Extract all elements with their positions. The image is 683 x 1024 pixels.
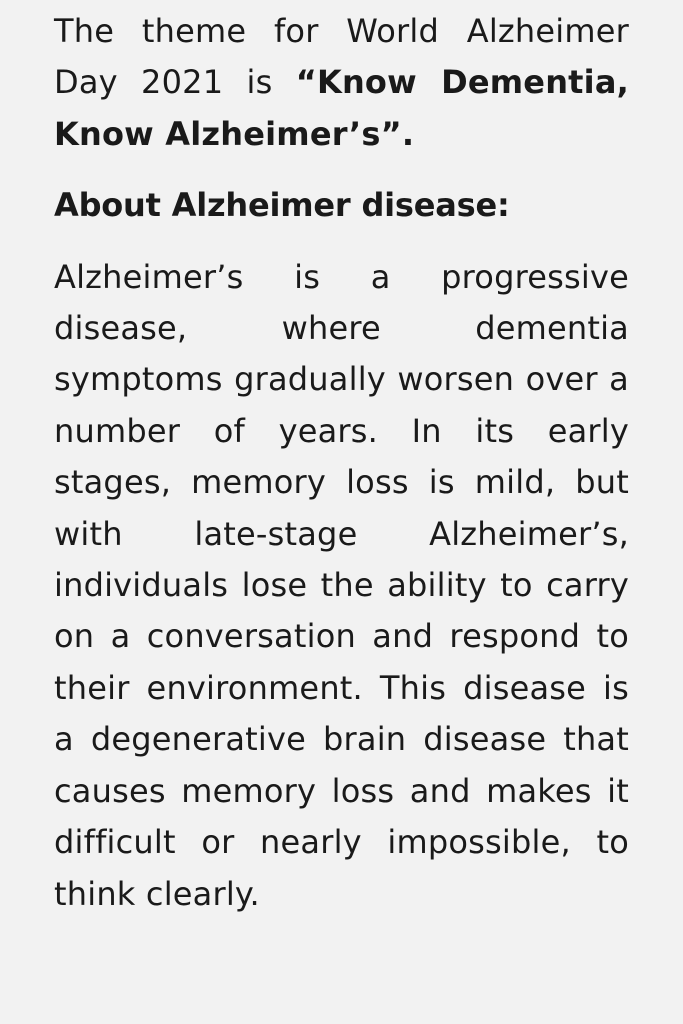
intro-text: The theme for World Alzheimer Day 2021 is (54, 12, 629, 102)
article-content (54, 0, 629, 920)
theme-text: “Know Dementia, Know Alzheimer’s”. (54, 63, 629, 153)
intro-paragraph (54, 0, 629, 160)
body-paragraph: Alzheimer’s is a progressive disease, where dementia symptoms gradually worsen over a number of years. In its early stages, memory loss is mild, but with late-stage Alzheimer’s, individuals lose the ability to carry on a conversation and respond to their environment. This disease is a degenerative brain disease that causes memory loss and makes it difficult or nearly impossible, to think clearly. (54, 257, 629, 913)
section-heading: About Alzheimer disease: (54, 186, 510, 225)
